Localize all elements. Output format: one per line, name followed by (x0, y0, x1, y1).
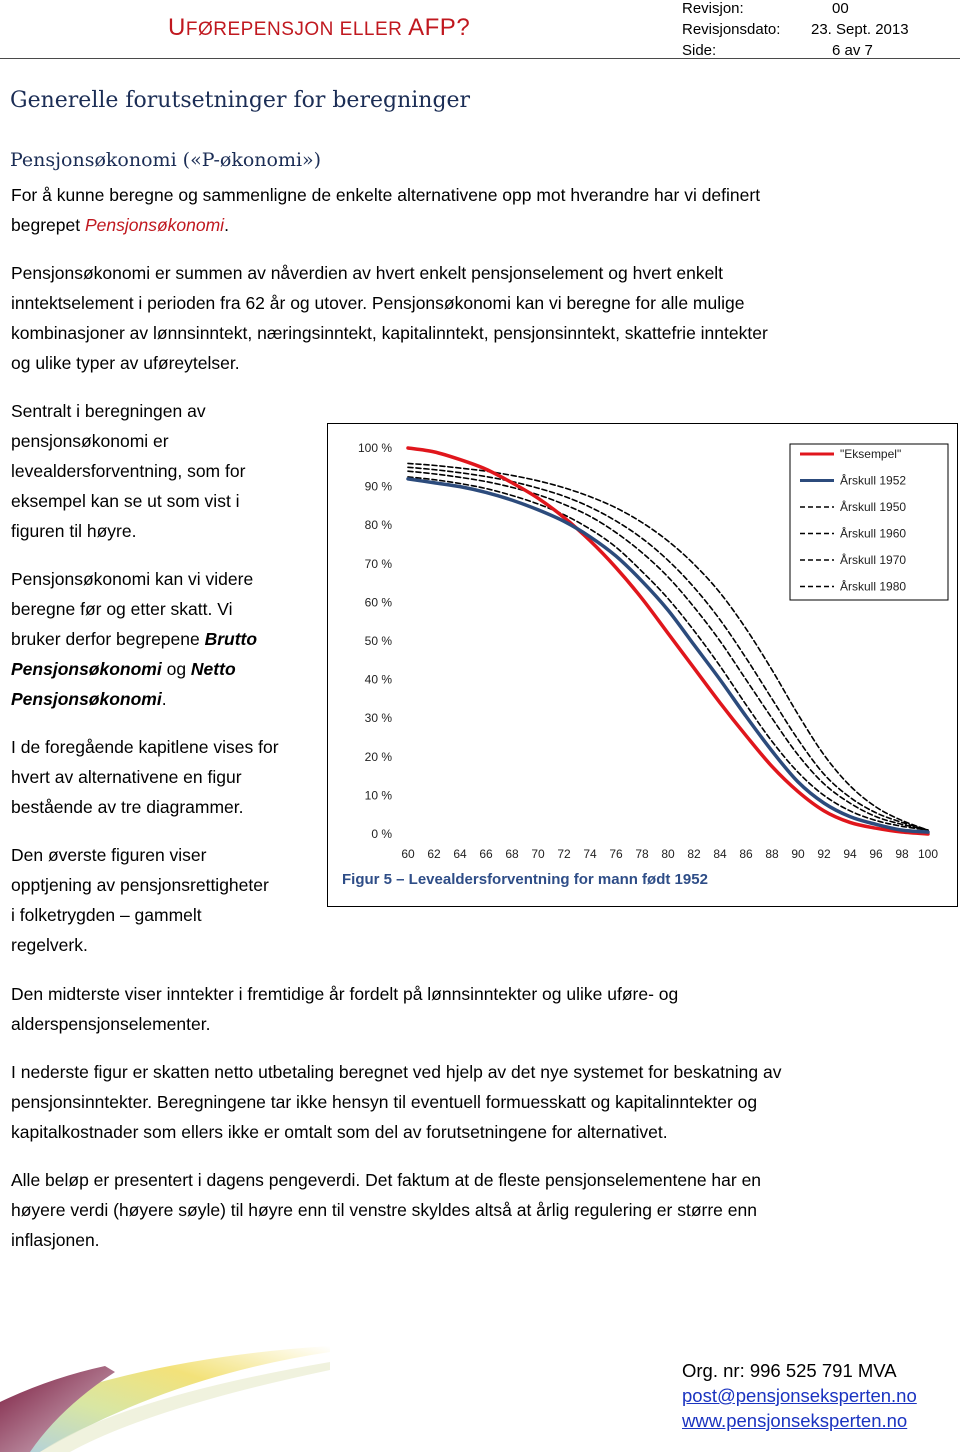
text-line: Den øverste figuren viser (11, 845, 207, 865)
website-link[interactable]: www.pensjonseksperten.no (682, 1410, 908, 1431)
x-tick-label: 66 (479, 847, 493, 861)
text-line (11, 684, 257, 714)
text-line: beregne før og etter skatt. Vi (11, 599, 233, 619)
title-part: U (168, 14, 186, 41)
figure-caption: Figur 5 – Levealdersforventning for mann født 1952 (342, 871, 708, 888)
subsection-heading: Pensjonsøkonomi («P-økonomi») (10, 149, 322, 171)
y-tick-label: 100 % (357, 441, 392, 455)
definition-line: kombinasjoner av lønnsinntekt, næringsinntekt, kapitalinntekt, pensjonsinntekt, skattefrie inntekter (11, 323, 768, 343)
page-value: 6 av 7 (832, 42, 873, 59)
definition-line: Pensjonsøkonomi er summen av nåverdien av hvert enkelt pensjonselement og hvert enkelt (11, 263, 724, 283)
x-tick-label: 98 (895, 847, 909, 861)
company-logo (0, 1338, 330, 1452)
org-number: Org. nr: 996 525 791 MVA (682, 1360, 897, 1381)
x-tick-label: 94 (843, 847, 857, 861)
x-tick-label: 78 (635, 847, 649, 861)
x-tick-label: 74 (583, 847, 597, 861)
text-line: hvert av alternativene en figur (11, 767, 242, 787)
text-line: Pensjonsøkonomi kan vi videre (11, 569, 254, 589)
y-tick-label: 50 % (364, 634, 392, 648)
definition-line: og ulike typer av uføreytelser. (11, 353, 240, 373)
tax-paragraph (11, 564, 257, 714)
text-line: I de foregående kapitlene vises for (11, 737, 279, 757)
x-tick-label: 68 (505, 847, 519, 861)
x-tick-label: 82 (687, 847, 701, 861)
text-line: figuren til høyre. (11, 521, 137, 541)
intro-line-1: For å kunne beregne og sammenligne de enkelte alternativene opp mot hverandre har vi definert (11, 185, 761, 205)
text-line: kapitalkostnader som ellers ikke er omtalt som del av forutsetningene for alternativet. (11, 1122, 668, 1142)
chapters-paragraph (11, 732, 279, 822)
y-tick-label: 40 % (364, 672, 392, 687)
term-brutto: Brutto (204, 629, 258, 649)
y-tick-label: 30 % (364, 711, 392, 726)
x-tick-label: 60 (401, 847, 415, 861)
text-line: pensjonsøkonomi er (11, 431, 169, 451)
x-tick-label: 96 (869, 847, 883, 861)
text-span: . (161, 689, 167, 709)
document-title (168, 14, 470, 42)
x-tick-label: 84 (713, 847, 727, 861)
term-netto: Netto (190, 659, 236, 679)
x-tick-label: 86 (739, 847, 753, 861)
x-tick-label: 88 (765, 847, 779, 861)
legend-label: Årskull 1980 (840, 579, 907, 594)
section-heading: Generelle forutsetninger for beregninger (10, 88, 471, 113)
intro-line-2 (11, 210, 760, 240)
figure-frame (327, 423, 958, 907)
text-line (11, 654, 257, 684)
text-line: Den midterste viser inntekter i fremtidige år fordelt på lønnsinntekter og ulike uføre- og (11, 984, 679, 1004)
text-line: opptjening av pensjonsrettigheter (11, 875, 269, 895)
y-tick-label: 80 % (364, 518, 392, 533)
x-tick-label: 62 (427, 847, 441, 861)
y-tick-label: 10 % (364, 788, 392, 803)
text-line: pensjonsinntekter. Beregningene tar ikke hensyn til eventuell formuesskatt og kapitalinntekter og (11, 1092, 758, 1112)
x-tick-label: 100 (917, 847, 939, 861)
y-tick-label: 70 % (364, 556, 392, 571)
intro-paragraph (11, 180, 760, 240)
legend-label: Årskull 1950 (840, 500, 907, 514)
legend-label: "Eksempel" (840, 447, 902, 461)
text-line (11, 624, 257, 654)
title-part: AFP (408, 14, 457, 41)
title-part: ? (456, 14, 471, 41)
x-tick-label: 80 (661, 847, 675, 861)
currency-paragraph (11, 1165, 761, 1255)
x-tick-label: 70 (531, 847, 545, 861)
revision-value: 00 (832, 0, 849, 17)
intro-period: . (224, 215, 229, 235)
revision-date-value: 23. Sept. 2013 (811, 21, 909, 38)
x-tick-label: 92 (817, 847, 831, 861)
legend-label: Årskull 1952 (840, 473, 907, 488)
definition-paragraph (11, 258, 768, 378)
header-divider (0, 58, 960, 59)
x-tick-label: 64 (453, 847, 467, 861)
x-tick-label: 76 (609, 847, 623, 861)
y-tick-label: 20 % (364, 749, 392, 764)
y-tick-label: 0 % (371, 827, 392, 841)
legend-label: Årskull 1970 (840, 553, 907, 567)
x-tick-label: 72 (557, 847, 571, 861)
legend-label: Årskull 1960 (840, 526, 907, 541)
text-line: bestående av tre diagrammer. (11, 797, 244, 817)
text-line: i folketrygden – gammelt (11, 905, 202, 925)
term-pensjonsokonomi: Pensjonsøkonomi (11, 659, 162, 679)
text-span: bruker derfor begrepene (11, 629, 205, 649)
text-line: alderspensjonselementer. (11, 1014, 211, 1034)
text-line: Alle beløp er presentert i dagens pengeverdi. Det faktum at de fleste pensjonselementene har en (11, 1170, 762, 1190)
legend-box (790, 444, 948, 600)
text-line: inflasjonen. (11, 1230, 100, 1250)
term-pensjonsokonomi: Pensjonsøkonomi (11, 689, 162, 709)
text-line: eksempel kan se ut som vist i (11, 491, 240, 511)
term-pensjonsokonomi: Pensjonsøkonomi (84, 215, 225, 235)
life-expectancy-paragraph (11, 396, 245, 546)
text-line: regelverk. (11, 935, 88, 955)
middle-figure-paragraph (11, 979, 678, 1039)
email-link[interactable]: post@pensjonseksperten.no (682, 1385, 917, 1406)
text-line: Sentralt i beregningen av (11, 401, 206, 421)
x-tick-label: 90 (791, 847, 805, 861)
text-line: levealdersforventning, som for (11, 461, 246, 481)
top-figure-paragraph (11, 840, 269, 960)
text-line: I nederste figur er skatten netto utbetaling beregnet ved hjelp av det nye systemet for beskatning av (11, 1062, 782, 1082)
definition-line: inntektselement i perioden fra 62 år og utover. Pensjonsøkonomi kan vi beregne for alle mulige (11, 293, 745, 313)
y-tick-label: 90 % (364, 479, 392, 494)
y-tick-label: 60 % (364, 595, 392, 610)
title-part: FØREPENSJON ELLER (185, 19, 409, 40)
life-expectancy-chart (328, 424, 959, 908)
revision-date-label: Revisjonsdato: (682, 21, 781, 38)
bottom-figure-paragraph (11, 1057, 781, 1147)
text-span: og (161, 659, 191, 679)
intro-text: begrepet (11, 215, 85, 235)
text-line: høyere verdi (høyere søyle) til høyre enn til venstre skyldes altså at årlig regulering er større enn (11, 1200, 757, 1220)
page-label: Side: (682, 42, 717, 59)
revision-label: Revisjon: (682, 0, 744, 17)
